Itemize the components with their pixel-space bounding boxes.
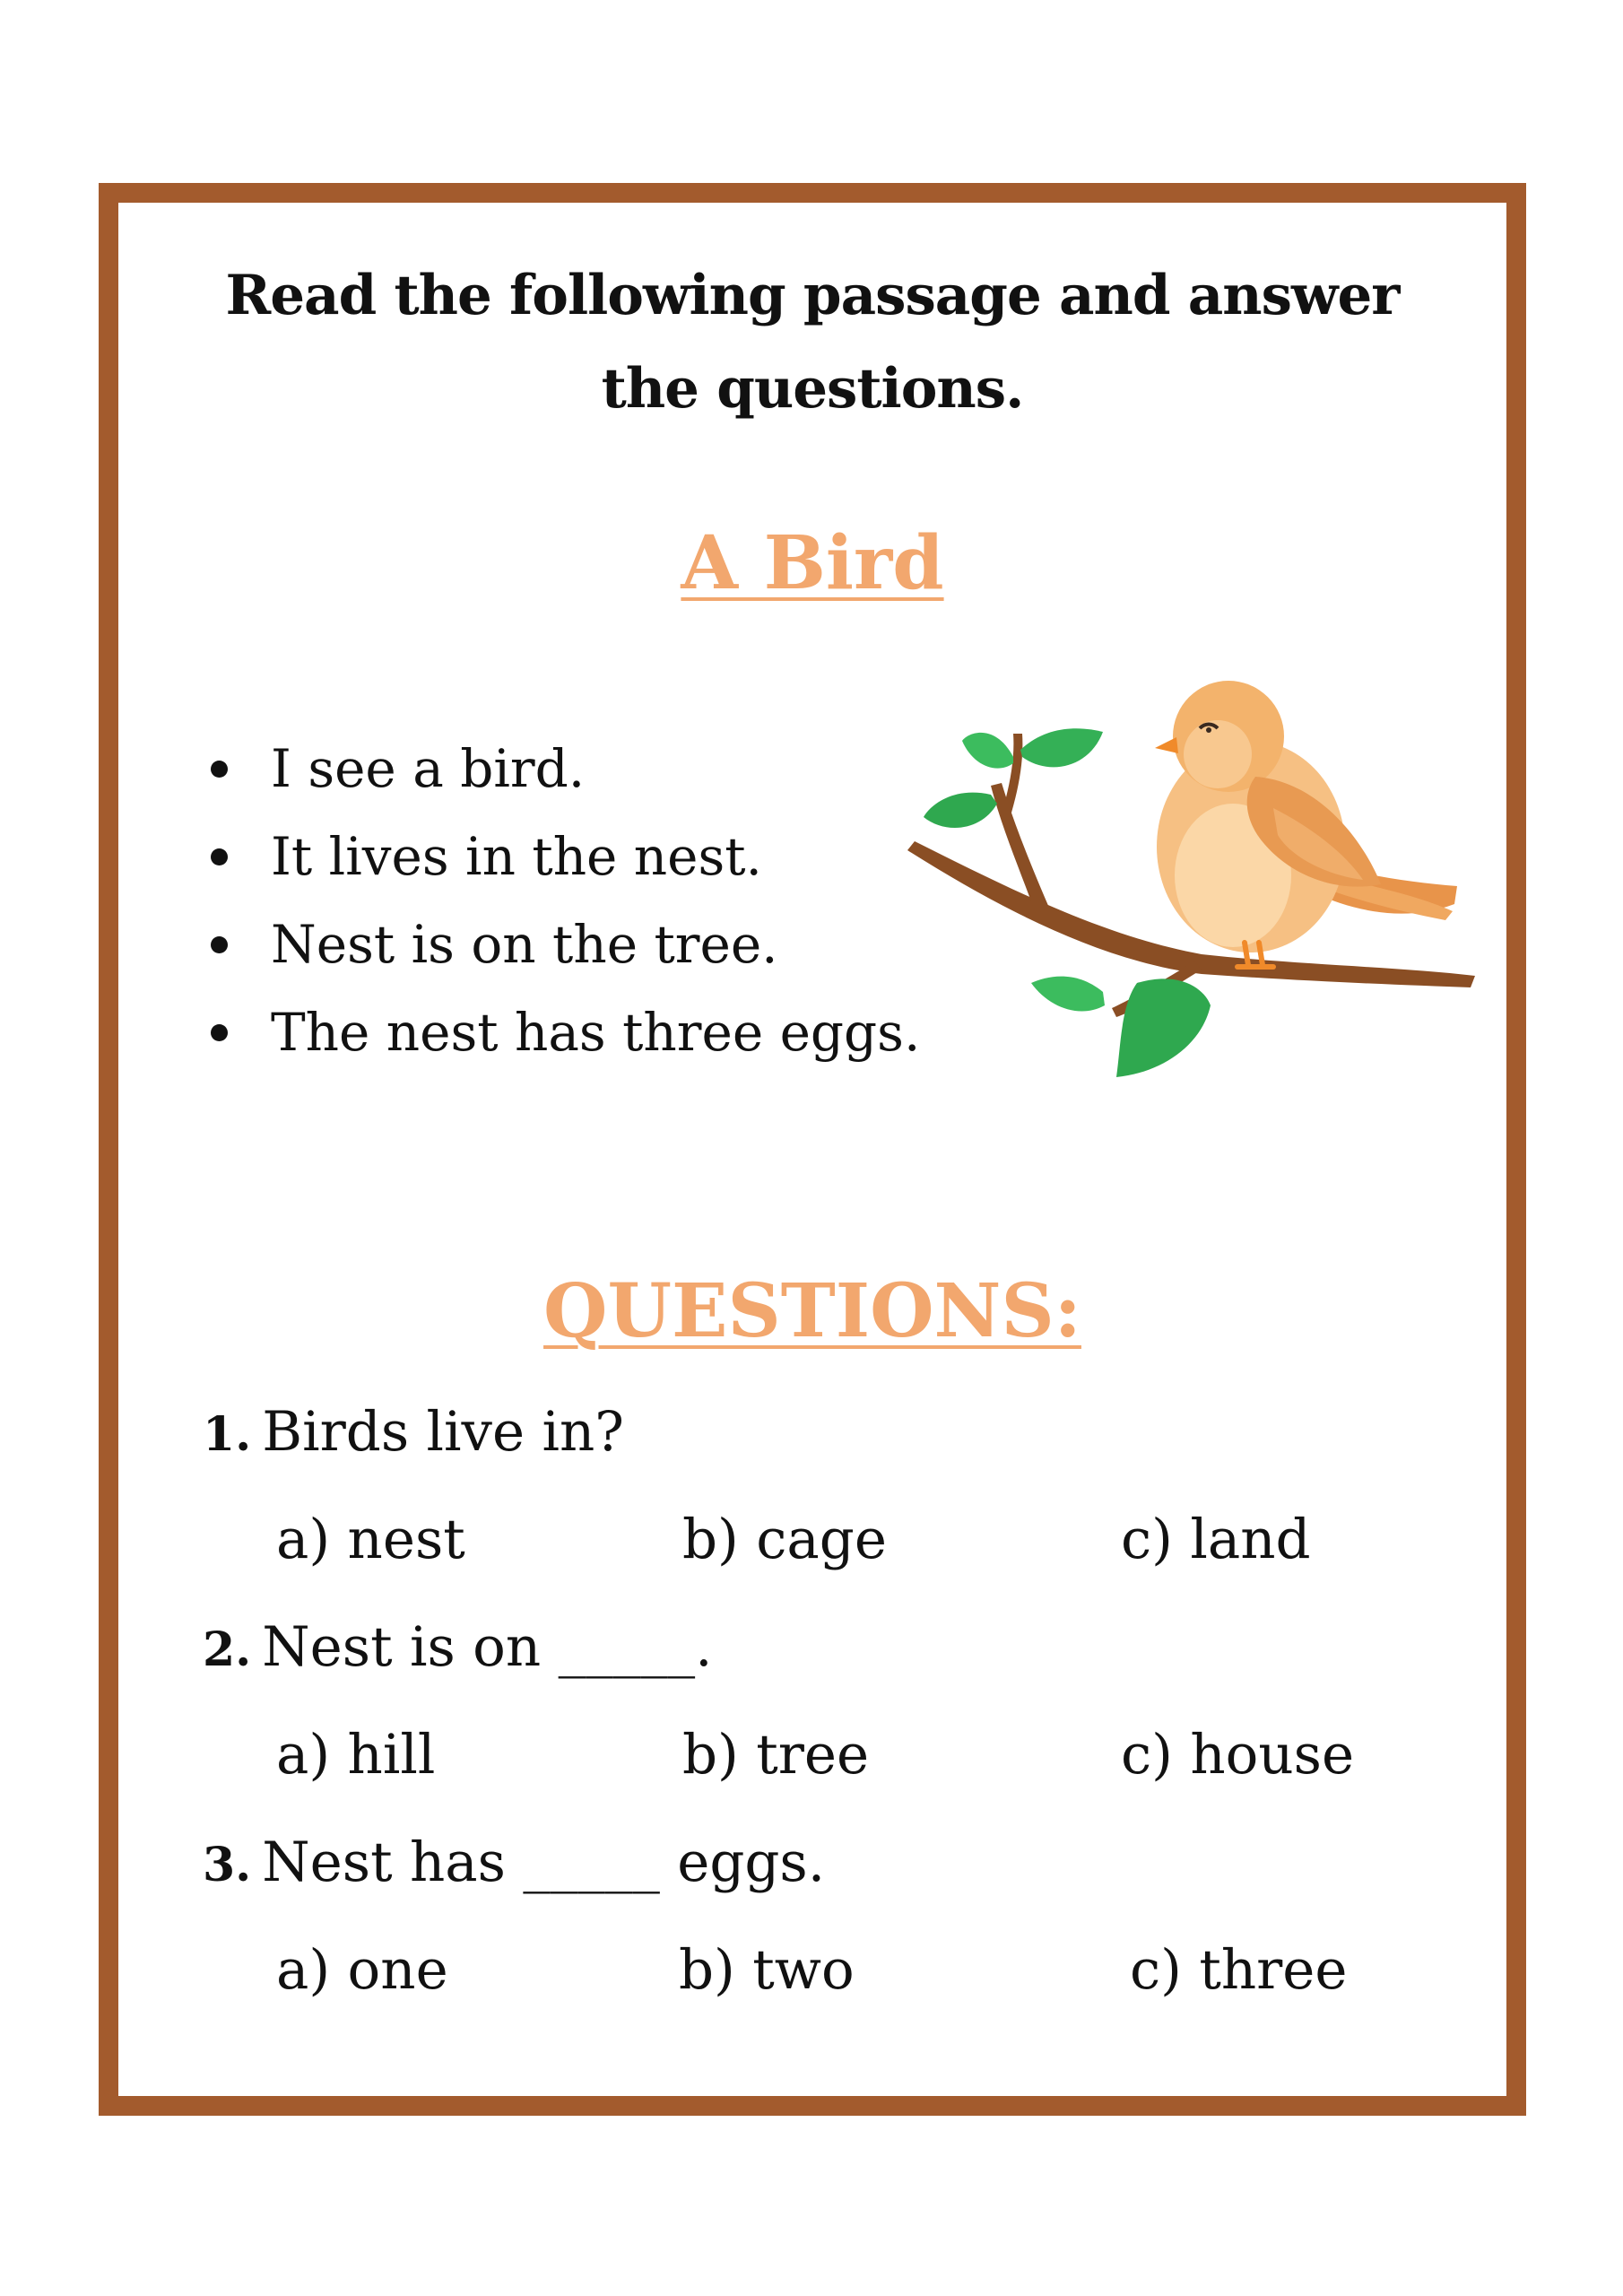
question-number: 1. (203, 1407, 252, 1462)
question-1-option-a: a) nest (276, 1508, 465, 1571)
passage-title: A Bird (681, 520, 944, 606)
passage-line (211, 988, 920, 1076)
bullet-icon (211, 1024, 228, 1041)
question-2-option-b: b) tree (682, 1723, 870, 1787)
bird-on-branch-illustration (897, 651, 1480, 1100)
question-text: Nest is on _____. (262, 1615, 713, 1679)
passage-line-text: Nest is on the tree. (271, 914, 778, 975)
question-3 (203, 1831, 825, 1894)
question-2-option-a: a) hill (276, 1723, 436, 1787)
question-1 (203, 1400, 624, 1464)
question-2 (203, 1615, 712, 1679)
passage-line (211, 813, 920, 900)
question-text: Birds live in? (262, 1400, 625, 1464)
question-3-option-c: c) three (1130, 1938, 1348, 2002)
question-3-option-a: a) one (276, 1938, 448, 2002)
instruction-heading: Read the following passage and answer the questions. (225, 264, 1400, 421)
question-number: 2. (203, 1622, 252, 1677)
question-number: 3. (203, 1838, 252, 1892)
passage-line-text: I see a bird. (271, 738, 586, 799)
passage-line-text: The nest has three eggs. (271, 1002, 921, 1063)
passage-list (211, 725, 920, 1076)
question-3-option-b: b) two (679, 1938, 855, 2002)
questions-title: QUESTIONS: (543, 1268, 1081, 1354)
question-1-option-c: c) land (1121, 1508, 1311, 1571)
bullet-icon (211, 848, 228, 865)
passage-line-text: It lives in the nest. (271, 826, 762, 887)
passage-line (211, 725, 920, 813)
passage-line (211, 900, 920, 988)
question-1-option-b: b) cage (682, 1508, 887, 1571)
bullet-icon (211, 936, 228, 953)
bullet-icon (211, 761, 228, 778)
question-text: Nest has _____ eggs. (262, 1831, 826, 1894)
worksheet-frame (99, 183, 1526, 2116)
question-2-option-c: c) house (1121, 1723, 1355, 1787)
